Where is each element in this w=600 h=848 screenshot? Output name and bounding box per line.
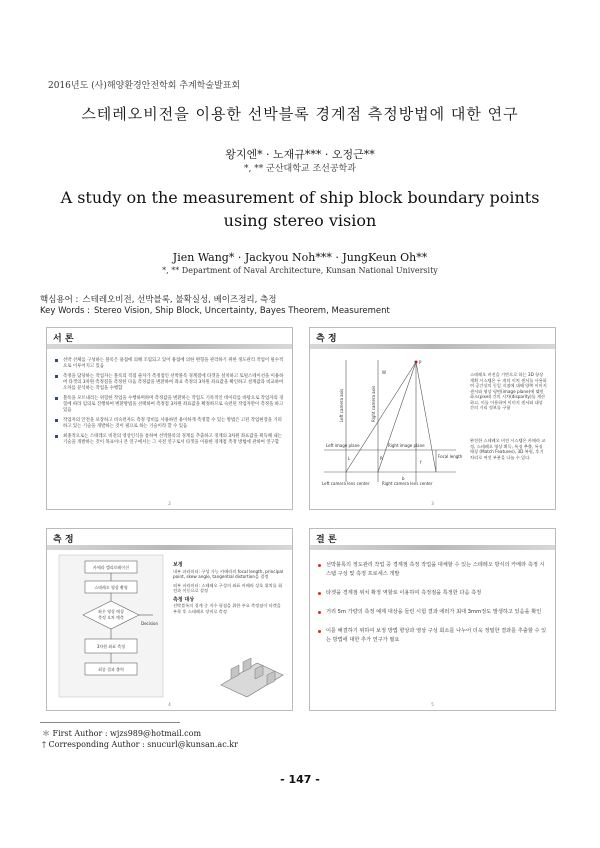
- target-heading: 측정 대상: [173, 596, 195, 603]
- left-center-label: Left camera lens center: [322, 481, 370, 486]
- square-bullet-icon: [55, 359, 58, 362]
- keywords-korean: [40, 293, 276, 305]
- conclusion-bullet-list: [318, 561, 547, 655]
- svg-text:스테레오 영상 촬영: 스테레오 영상 촬영: [94, 585, 128, 590]
- slide-heading: 측 정: [316, 334, 337, 344]
- round-bullet-icon: [318, 592, 321, 595]
- svg-text:최종 결과 출력: 최종 결과 출력: [98, 667, 124, 672]
- square-bullet-icon: [55, 375, 58, 378]
- page-number: - 147 -: [280, 773, 320, 786]
- list-item: 거리 5m 가량의 측정 예제 대상을 들린 시험 결과 에러가 최대 3mm정도 발생하고 있음을 확인: [318, 608, 547, 617]
- authors-korean: 왕지엔* · 노재규*** · 오정근**: [225, 148, 375, 161]
- slide-heading: 결 론: [316, 535, 337, 545]
- stereo-geometry-diagram: [316, 352, 466, 500]
- slide-measurement-geometry: [309, 327, 556, 510]
- right-plane-label: Right image plane: [388, 443, 425, 448]
- left-plane-label: Left image plane: [326, 443, 360, 448]
- keywords-english: [40, 306, 390, 316]
- affiliation-english: *, ** Department of Naval Architecture, Kunsan National University: [162, 266, 438, 275]
- right-axis-label: Right camera axis: [371, 385, 376, 422]
- flow-decision-side-label: Decision: [141, 621, 159, 626]
- list-item: 선박블록의 정도관리 작업 중 경계점 측정 작업을 대체할 수 있는 스테레오 방식의 카메라 측정 시스템 구성 및 측정 프로세스 개발: [318, 561, 547, 579]
- footnotes: [42, 728, 238, 750]
- square-bullet-icon: [55, 419, 58, 422]
- slide-conclusion: [309, 528, 556, 711]
- slide-page-number: 4: [168, 702, 171, 707]
- list-item: 측정을 담당하는 작업자는 블록의 직접 줄자가 측정점인 선박블록 경계점에 타겟을 설치하고 토털스테이션을 이용하여 타겟의 3차원 측정점을 측정한 다음 측정값을 변환하여 좌표 측정의 3차원 좌표값을 확인하고 설계값과 비교하여 오차를 분석하는 작업을 수행함: [55, 374, 284, 392]
- slide-heading: 측 정: [53, 535, 74, 545]
- focal-label: Focal length: [438, 454, 463, 459]
- affiliation-korean: *, ** 군산대학교 조선공학과: [244, 164, 356, 174]
- list-item: 이를 해결하기 위하여 보정 방법 향상과 영상 구성 회소를 나누어 더욱 정밀한 결과를 추출할 수 있는 방법에 대한 추가 연구가 필요: [318, 627, 547, 645]
- slide-header-bar: [310, 545, 555, 550]
- slide-header-bar: [310, 344, 555, 349]
- list-item: 작업자의 안전을 보장하고 비숙련자도 측정 장비를 사용하면 용이하게 측정할 수 있는 방법은 고된 작업현장을 기피하고 있는 기술을 개발하는 것이 필요로 하는 기술이라 할 수 있음: [55, 418, 284, 430]
- left-axis-label: Left camera axis: [339, 388, 344, 422]
- f-label: f: [420, 460, 422, 465]
- svg-text:카메라 캘리브레이션: 카메라 캘리브레이션: [92, 565, 130, 570]
- slide-header-bar: [47, 344, 292, 349]
- point-p-marker: [415, 361, 418, 364]
- process-flowchart: [55, 553, 167, 703]
- list-item: 블록을 모르내리는 위험한 작업을 수행하며하며 측정값을 변환하는 작업도 기록적인 데이터를 바탕으로 작업자의 경험에 따라 임의로 진행하여 변환방법을 선택하여 측정점 3차원 좌표값을 확정하므로 숙련된 작업자만이 측정을 하고 있음: [55, 396, 284, 414]
- slide-page-number: 5: [431, 702, 434, 707]
- w-label: W: [382, 370, 386, 375]
- calibration-intrinsic: 내부 파라미터: 구성 가능 카메라의 focal length, principal point, skew angle, tangential distortion을 결정: [173, 568, 284, 579]
- round-bullet-icon: [318, 611, 321, 614]
- round-bullet-icon: [318, 630, 321, 633]
- ship-block-image: [217, 655, 287, 699]
- slide-page-number: 3: [431, 501, 434, 506]
- keywords-english-label: Key Words :: [40, 306, 90, 316]
- paper-title-english: A study on the measurement of ship block boundary points using stereo vision: [60, 188, 540, 230]
- keywords-korean-label: 핵심용어 :: [40, 295, 79, 305]
- right-center-label: Right camera lens center: [382, 481, 433, 486]
- point-p-label: P: [419, 360, 422, 365]
- list-item: 선박 선체를 구성하는 블록은 용접에 의해 조립되고 있어 용접에 의한 변형을 관리하기 위한 정도관리 작업이 필수적으로 이루어지고 있음: [55, 358, 284, 370]
- keywords-english-text: Stereo Vision, Ship Block, Uncertainty, Bayes Theorem, Measurement: [93, 306, 390, 316]
- keywords-korean-text: 스테레오비전, 선박블록, 불확실성, 베이즈정리, 측정: [82, 295, 277, 305]
- system-description: 완전한 스테레오 비전 시스템은 카메라 교정, 스테레오 영상 획득, 특징 추출, 특징 매칭 (Match Features), 3D 복원, 후기 처리로 여섯 부분을 나눌 수 있다.: [470, 438, 546, 460]
- slide-introduction: [46, 327, 293, 510]
- authors-english: Jien Wang* · Jackyou Noh*** · JungKeun Oh**: [172, 251, 428, 264]
- round-bullet-icon: [318, 564, 321, 567]
- calibration-heading: 보정: [173, 562, 183, 568]
- intro-bullet-list: [55, 358, 284, 450]
- svg-text:좌우 영상 매칭: 좌우 영상 매칭: [98, 609, 124, 614]
- l-label: L: [348, 456, 351, 461]
- slide-page-number: 2: [168, 501, 171, 506]
- baseline-label: b: [402, 476, 405, 481]
- list-item: 최종적으로는 스테레오 비전의 영상인식을 통하여 선박블록의 경계를 추출하고 경계의 3차원 좌표값을 획득해 내는 기술을 개발하는 것이 목표이나 본 연구에서는 그 사전 연구로서 타겟을 이용한 경계점 측정 방법에 관하여 연구함: [55, 434, 284, 446]
- slide-heading: 서 론: [53, 334, 74, 344]
- corresponding-author-footnote: † Corresponding Author : snucurl@kunsan.ac.kr: [42, 740, 238, 749]
- svg-text:3차원 좌표 측정: 3차원 좌표 측정: [96, 644, 126, 649]
- slide-header-bar: [47, 545, 292, 550]
- footnote-divider: [40, 722, 180, 723]
- r-label: R: [380, 456, 383, 461]
- calibration-notes: [173, 563, 285, 614]
- conference-name: 2016년도 (사)해양환경안전학회 추계학술발표회: [48, 81, 241, 91]
- geometry-description: 스테레오 비전을 기반으로 하는 3D 항상 계획 시스템은 두 개의 이치 센서를 사용하여 공간상의 동일 지점에 대해 양쪽 이미지 센서와 영상 평면(image plane)에 맺힌 화소(pixel) 간의 시차(disparity)를 계산하고, 이를 이용하여 이미지 센서와 대상 간의 거리 정보를 구함: [470, 372, 547, 410]
- svg-text:측정 오차 예측: 측정 오차 예측: [98, 615, 124, 620]
- first-author-footnote: ＊ First Author : wjzs989@hotmail.com: [42, 729, 202, 738]
- calibration-extrinsic: 외부 파라미터: 스테레오 구성의 좌표 카메라 상호 위치를 회전과 이동으로 결정: [173, 582, 283, 593]
- square-bullet-icon: [55, 435, 58, 438]
- paper-title-korean: 스테레오비전을 이용한 선박블록 경계점 측정방법에 대한 연구: [81, 105, 519, 123]
- square-bullet-icon: [55, 397, 58, 400]
- list-item: 타겟을 경계점 위치 확정 역할로 이용하여 측정점을 특정한 다음 측정: [318, 589, 547, 598]
- target-description: 선박블록의 경계 중 지수 평점을 위한 주요 측정점이 타겟을 부착 후 스테레오 장비로 측정: [173, 603, 281, 614]
- slide-measurement-process: [46, 528, 293, 711]
